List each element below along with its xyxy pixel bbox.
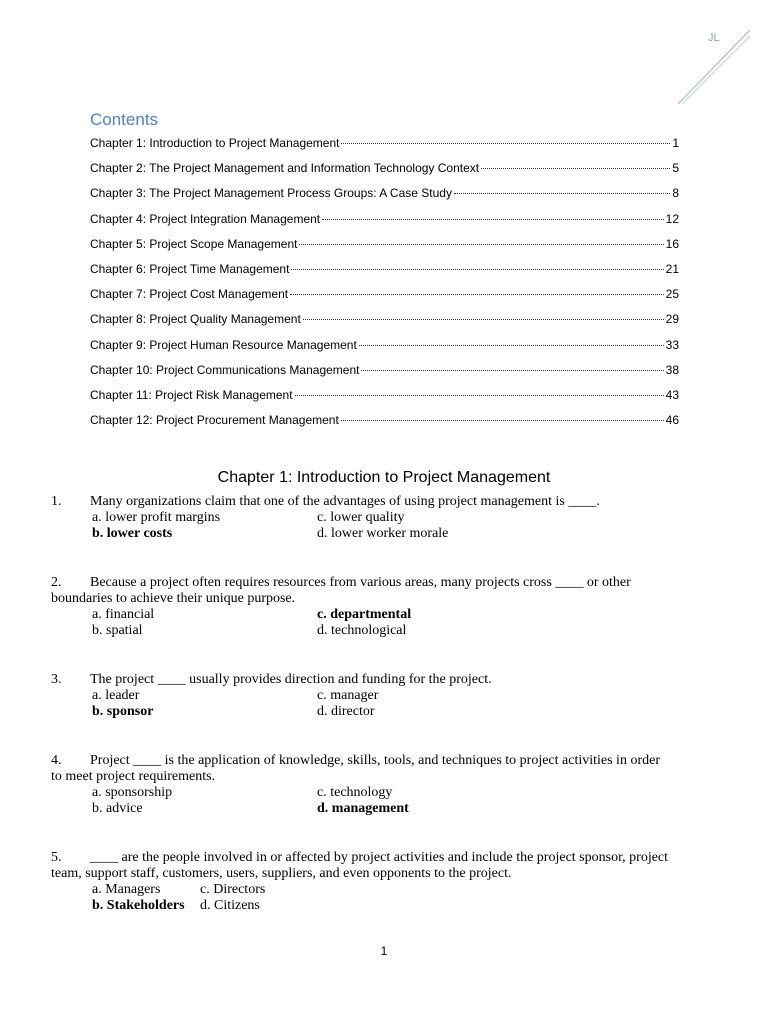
answer-options [92, 688, 671, 720]
question-body: Because a project often requires resources from various areas, many projects cross ____ or other boundaries to achieve their unique purpose. [51, 575, 631, 606]
question-number: 3. [51, 672, 62, 687]
answer-options [92, 510, 671, 542]
toc-leader-dots [303, 319, 664, 320]
answer-option: a. financial [92, 607, 155, 622]
chapter-title: Chapter 1: Introduction to Project Management [217, 469, 551, 486]
question [51, 494, 671, 542]
toc-entry-page: 21 [665, 261, 679, 276]
toc-leader-dots [341, 143, 670, 144]
toc-entry-title: Chapter 6: Project Time Management [90, 261, 290, 276]
toc-entry[interactable] [90, 161, 679, 186]
corner-decoration [670, 24, 754, 108]
question-number: 4. [51, 753, 62, 768]
toc-entry-page: 16 [665, 236, 679, 251]
toc-leader-dots [341, 420, 664, 421]
toc-entry-page: 46 [665, 413, 679, 428]
question-text [51, 672, 671, 688]
question [51, 850, 671, 914]
table-of-contents [90, 136, 679, 438]
toc-entry-page: 25 [665, 287, 679, 302]
toc-entry[interactable] [90, 312, 679, 337]
toc-entry-page: 38 [665, 362, 679, 377]
answer-option: d. director [317, 704, 375, 719]
toc-entry-page: 8 [672, 186, 679, 201]
toc-entry[interactable] [90, 237, 679, 262]
toc-leader-dots [291, 269, 663, 270]
toc-entry[interactable] [90, 212, 679, 237]
toc-leader-dots [295, 395, 664, 396]
toc-heading: Contents [90, 110, 159, 129]
question-text [51, 575, 671, 607]
answer-option-correct: d. management [317, 801, 409, 816]
toc-entry[interactable] [90, 287, 679, 312]
toc-leader-dots [481, 168, 670, 169]
answer-option: c. lower quality [317, 510, 405, 525]
toc-leader-dots [359, 345, 664, 346]
toc-leader-dots [361, 370, 663, 371]
toc-entry-page: 1 [672, 136, 679, 150]
toc-entry-title: Chapter 12: Project Procurement Management [90, 413, 339, 428]
question-text [51, 494, 671, 510]
toc-entry[interactable] [90, 136, 679, 161]
toc-entry-title: Chapter 11: Project Risk Management [90, 387, 293, 402]
question-text [51, 850, 671, 882]
toc-entry-page: 43 [665, 387, 679, 402]
toc-entry[interactable] [90, 388, 679, 413]
toc-entry-title: Chapter 4: Project Integration Management [90, 211, 321, 226]
toc-leader-dots [322, 219, 664, 220]
answer-option: a. sponsorship [92, 785, 173, 800]
toc-entry-title: Chapter 10: Project Communications Management [90, 362, 360, 377]
answer-option: c. manager [317, 688, 379, 703]
toc-entry[interactable] [90, 262, 679, 287]
toc-entry-title: Chapter 1: Introduction to Project Management [90, 136, 340, 150]
toc-leader-dots [290, 294, 664, 295]
answer-option: d. Citizens [200, 898, 260, 913]
question-text [51, 753, 671, 785]
toc-entry-page: 5 [672, 161, 679, 176]
toc-entry-title: Chapter 8: Project Quality Management [90, 312, 301, 327]
answer-option: c. Directors [200, 882, 266, 897]
answer-options [92, 785, 671, 817]
toc-entry-title: Chapter 9: Project Human Resource Management [90, 337, 357, 352]
toc-entry-page: 33 [665, 337, 679, 352]
question-number: 1. [51, 494, 62, 509]
answer-option-correct: b. sponsor [92, 704, 154, 719]
toc-entry[interactable] [90, 186, 679, 211]
answer-option: b. spatial [92, 623, 143, 638]
toc-leader-dots [454, 193, 670, 194]
answer-option-correct: b. Stakeholders [92, 898, 185, 913]
question-body: ____ are the people involved in or affected by project activities and include the project sponsor, project team, support staff, customers, users, suppliers, and even opponents to the project. [51, 850, 669, 881]
answer-option: c. technology [317, 785, 393, 800]
answer-option: d. technological [317, 623, 407, 638]
toc-entry[interactable] [90, 363, 679, 388]
answer-option-correct: c. departmental [317, 607, 412, 622]
question [51, 672, 671, 720]
toc-entry-page: 29 [665, 312, 679, 327]
toc-entry-title: Chapter 5: Project Scope Management [90, 236, 298, 251]
answer-option-correct: b. lower costs [92, 526, 173, 541]
answer-option: a. Managers [92, 882, 161, 897]
question-body: Project ____ is the application of knowledge, skills, tools, and techniques to project activities in order to meet project requirements. [51, 753, 660, 784]
page-number: 1 [380, 944, 388, 958]
answer-options [92, 607, 671, 639]
question-number: 5. [51, 850, 62, 865]
header-initials: JL [708, 32, 720, 44]
answer-options [92, 882, 671, 914]
toc-leader-dots [299, 244, 663, 245]
answer-option: a. leader [92, 688, 140, 703]
answer-option: d. lower worker morale [317, 526, 449, 541]
question-number: 2. [51, 575, 62, 590]
question [51, 575, 671, 639]
toc-entry-title: Chapter 3: The Project Management Process Groups: A Case Study [90, 186, 452, 201]
question-body: The project ____ usually provides direction and funding for the project. [90, 672, 492, 687]
answer-option: a. lower profit margins [92, 510, 221, 525]
toc-entry-title: Chapter 7: Project Cost Management [90, 287, 289, 302]
question [51, 753, 671, 817]
question-list [51, 494, 671, 947]
toc-entry[interactable] [90, 338, 679, 363]
toc-entry[interactable] [90, 413, 679, 438]
toc-entry-title: Chapter 2: The Project Management and Information Technology Context [90, 161, 480, 176]
question-body: Many organizations claim that one of the advantages of using project management is ____. [90, 494, 600, 509]
answer-option: b. advice [92, 801, 143, 816]
toc-entry-page: 12 [665, 211, 679, 226]
